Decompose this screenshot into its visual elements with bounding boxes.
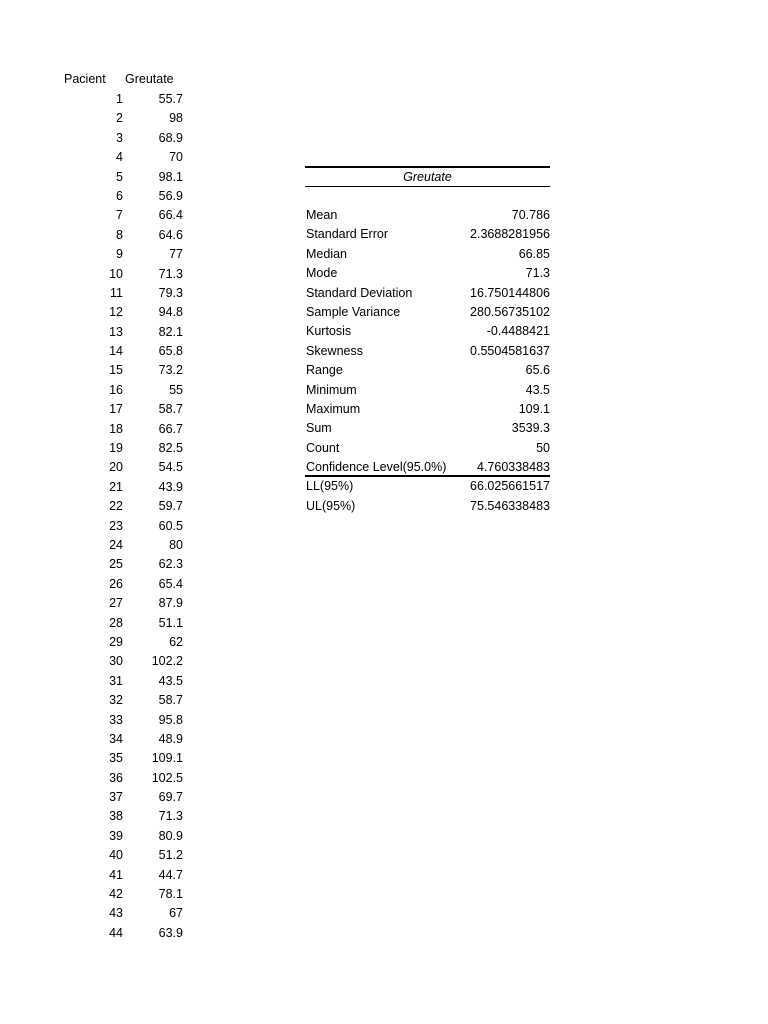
weight-value: 55 xyxy=(169,382,183,397)
stat-value: 65.6 xyxy=(525,363,550,378)
patient-number: 19 xyxy=(109,441,123,456)
table-row xyxy=(60,807,190,826)
patient-number: 7 xyxy=(116,208,123,223)
stat-row xyxy=(305,361,550,380)
weight-value: 95.8 xyxy=(158,712,183,727)
patient-number: 18 xyxy=(109,421,123,436)
table-row xyxy=(60,594,190,613)
patient-table xyxy=(60,90,190,943)
weight-value: 109.1 xyxy=(151,751,183,766)
patient-number: 43 xyxy=(109,906,123,921)
table-row xyxy=(60,555,190,574)
table-row xyxy=(60,245,190,264)
table-row xyxy=(60,652,190,671)
stat-value: 70.786 xyxy=(511,208,550,222)
stat-label: Skewness xyxy=(306,343,363,358)
stat-label: Sample Variance xyxy=(306,304,401,319)
table-row xyxy=(60,206,190,225)
patient-number: 34 xyxy=(109,731,123,746)
patient-number: 40 xyxy=(109,848,123,863)
stat-label: Kurtosis xyxy=(306,324,352,339)
patient-number: 28 xyxy=(109,615,123,630)
weight-value: 66.7 xyxy=(158,421,183,436)
patient-number: 27 xyxy=(109,596,123,611)
table-row xyxy=(60,517,190,536)
patient-number: 36 xyxy=(109,770,123,785)
stat-label: Maximum xyxy=(306,401,361,416)
stat-value: 50 xyxy=(536,440,550,455)
stat-value: 66.025661517 xyxy=(470,479,550,494)
table-row xyxy=(60,265,190,284)
table-row xyxy=(60,691,190,710)
patient-number: 12 xyxy=(109,305,123,320)
patient-number: 44 xyxy=(109,925,123,940)
stat-row xyxy=(305,322,550,341)
weight-value: 66.4 xyxy=(158,208,183,223)
weight-value: 71.3 xyxy=(158,266,183,281)
weight-value: 71.3 xyxy=(158,809,183,824)
weight-value: 87.9 xyxy=(158,596,183,611)
patient-number: 10 xyxy=(109,266,123,281)
table-row xyxy=(60,129,190,148)
weight-value: 82.5 xyxy=(158,441,183,456)
table-row xyxy=(60,885,190,904)
table-row xyxy=(60,187,190,206)
stat-value: 109.1 xyxy=(518,401,550,416)
patient-number: 37 xyxy=(109,790,123,805)
patient-number: 14 xyxy=(109,344,123,359)
patient-number: 21 xyxy=(109,479,123,494)
patient-number: 15 xyxy=(109,363,123,378)
stat-value: 43.5 xyxy=(525,382,550,397)
weight-value: 98.1 xyxy=(158,169,183,184)
stat-value: 0.5504581637 xyxy=(470,343,550,358)
patient-number: 25 xyxy=(109,557,123,572)
table-row xyxy=(60,148,190,167)
stat-row xyxy=(305,439,550,458)
weight-value: 43.5 xyxy=(158,673,183,688)
table-row xyxy=(60,788,190,807)
table-row xyxy=(60,633,190,652)
table-row xyxy=(60,458,190,477)
weight-value: 56.9 xyxy=(158,188,183,203)
table-row xyxy=(60,284,190,303)
table-row xyxy=(60,672,190,691)
stat-value: 4.760338483 xyxy=(477,460,550,475)
stat-label: LL(95%) xyxy=(306,479,354,494)
stat-label: Sum xyxy=(306,421,332,436)
stat-label: Mode xyxy=(306,266,338,281)
stat-row xyxy=(305,245,550,264)
stat-label: Minimum xyxy=(306,382,357,397)
patient-number: 30 xyxy=(109,654,123,669)
patient-number: 3 xyxy=(116,130,123,145)
patient-number: 41 xyxy=(109,867,123,882)
stat-row xyxy=(305,284,550,303)
weight-value: 62.3 xyxy=(158,557,183,572)
table-row xyxy=(60,846,190,865)
weight-value: 58.7 xyxy=(158,693,183,708)
weight-value: 48.9 xyxy=(158,731,183,746)
table-row xyxy=(60,711,190,730)
patient-number: 38 xyxy=(109,809,123,824)
stat-value: 280.56735102 xyxy=(470,304,550,319)
stat-label: Mean xyxy=(306,208,338,222)
table-row xyxy=(60,342,190,361)
patient-number: 4 xyxy=(116,150,123,165)
table-row xyxy=(60,478,190,497)
weight-value: 82.1 xyxy=(158,324,183,339)
patient-number: 23 xyxy=(109,518,123,533)
weight-value: 64.6 xyxy=(158,227,183,242)
table-row xyxy=(60,420,190,439)
stat-value: -0.4488421 xyxy=(486,324,550,339)
stats-title: Greutate xyxy=(305,166,550,187)
patient-number: 13 xyxy=(109,324,123,339)
patient-number: 5 xyxy=(116,169,123,184)
stat-row xyxy=(305,264,550,283)
weight-value: 59.7 xyxy=(158,499,183,514)
stats-body xyxy=(305,206,550,516)
table-row xyxy=(60,497,190,516)
stat-value: 2.3688281956 xyxy=(470,227,550,242)
table-row xyxy=(60,730,190,749)
weight-value: 77 xyxy=(169,247,183,262)
stat-label: Standard Deviation xyxy=(306,285,413,300)
stat-value: 3539.3 xyxy=(511,421,550,436)
table-row xyxy=(60,904,190,923)
header-pacient: Pacient xyxy=(64,72,106,86)
table-row xyxy=(60,168,190,187)
stat-value: 71.3 xyxy=(525,266,550,281)
patient-number: 35 xyxy=(109,751,123,766)
patient-number: 20 xyxy=(109,460,123,475)
table-row xyxy=(60,226,190,245)
table-row xyxy=(60,361,190,380)
stat-row xyxy=(305,225,550,244)
header-greutate: Greutate xyxy=(125,72,174,86)
patient-number: 1 xyxy=(116,92,123,106)
stat-label: Median xyxy=(306,246,347,261)
stat-label: UL(95%) xyxy=(306,498,356,513)
table-row xyxy=(60,109,190,128)
patient-number: 24 xyxy=(109,537,123,552)
table-row xyxy=(60,536,190,555)
stat-row xyxy=(305,497,550,516)
stat-row xyxy=(305,477,550,496)
patient-number: 31 xyxy=(109,673,123,688)
stat-label: Standard Error xyxy=(306,227,388,242)
weight-value: 69.7 xyxy=(158,790,183,805)
weight-value: 80 xyxy=(169,537,183,552)
stat-value: 16.750144806 xyxy=(470,285,550,300)
stat-row xyxy=(305,458,550,477)
table-row xyxy=(60,866,190,885)
table-row xyxy=(60,400,190,419)
stat-value: 75.546338483 xyxy=(470,498,550,513)
weight-value: 102.5 xyxy=(151,770,183,785)
weight-value: 80.9 xyxy=(158,828,183,843)
stat-row xyxy=(305,400,550,419)
patient-number: 6 xyxy=(116,188,123,203)
weight-value: 70 xyxy=(169,150,183,165)
patient-number: 22 xyxy=(109,499,123,514)
stat-row xyxy=(305,303,550,322)
weight-value: 68.9 xyxy=(158,130,183,145)
weight-value: 94.8 xyxy=(158,305,183,320)
patient-number: 26 xyxy=(109,576,123,591)
weight-value: 51.2 xyxy=(158,848,183,863)
weight-value: 43.9 xyxy=(158,479,183,494)
table-row xyxy=(60,90,190,109)
weight-value: 63.9 xyxy=(158,925,183,940)
table-row xyxy=(60,614,190,633)
patient-number: 11 xyxy=(110,285,123,300)
weight-value: 54.5 xyxy=(158,460,183,475)
weight-value: 58.7 xyxy=(158,402,183,417)
weight-value: 78.1 xyxy=(158,887,183,902)
patient-number: 9 xyxy=(116,247,123,262)
stat-row xyxy=(305,419,550,438)
patient-number: 29 xyxy=(109,634,123,649)
weight-value: 102.2 xyxy=(151,654,183,669)
table-row xyxy=(60,924,190,943)
table-row xyxy=(60,769,190,788)
weight-value: 55.7 xyxy=(158,92,183,106)
patient-number: 2 xyxy=(116,111,123,126)
patient-number: 32 xyxy=(109,693,123,708)
patient-number: 33 xyxy=(109,712,123,727)
weight-value: 65.8 xyxy=(158,344,183,359)
patient-number: 42 xyxy=(109,887,123,902)
patient-number: 17 xyxy=(109,402,123,417)
patient-number: 39 xyxy=(109,828,123,843)
table-row xyxy=(60,323,190,342)
weight-value: 98 xyxy=(169,111,183,126)
weight-value: 67 xyxy=(169,906,183,921)
stat-row xyxy=(305,206,550,225)
table-row xyxy=(60,439,190,458)
patient-number: 16 xyxy=(109,382,123,397)
descriptive-stats-table xyxy=(305,166,550,516)
weight-value: 51.1 xyxy=(158,615,183,630)
weight-value: 65.4 xyxy=(158,576,183,591)
table-row xyxy=(60,381,190,400)
stat-label: Range xyxy=(306,363,343,378)
stat-row xyxy=(305,342,550,361)
weight-value: 62 xyxy=(169,634,183,649)
patient-number: 8 xyxy=(116,227,123,242)
weight-value: 73.2 xyxy=(158,363,183,378)
stat-row xyxy=(305,381,550,400)
table-row xyxy=(60,575,190,594)
weight-value: 60.5 xyxy=(158,518,183,533)
stat-label: Count xyxy=(306,440,340,455)
table-row xyxy=(60,303,190,322)
stat-label: Confidence Level(95.0%) xyxy=(306,460,447,475)
table-row xyxy=(60,827,190,846)
stat-value: 66.85 xyxy=(518,246,550,261)
weight-value: 44.7 xyxy=(158,867,183,882)
weight-value: 79.3 xyxy=(158,285,183,300)
table-row xyxy=(60,749,190,768)
